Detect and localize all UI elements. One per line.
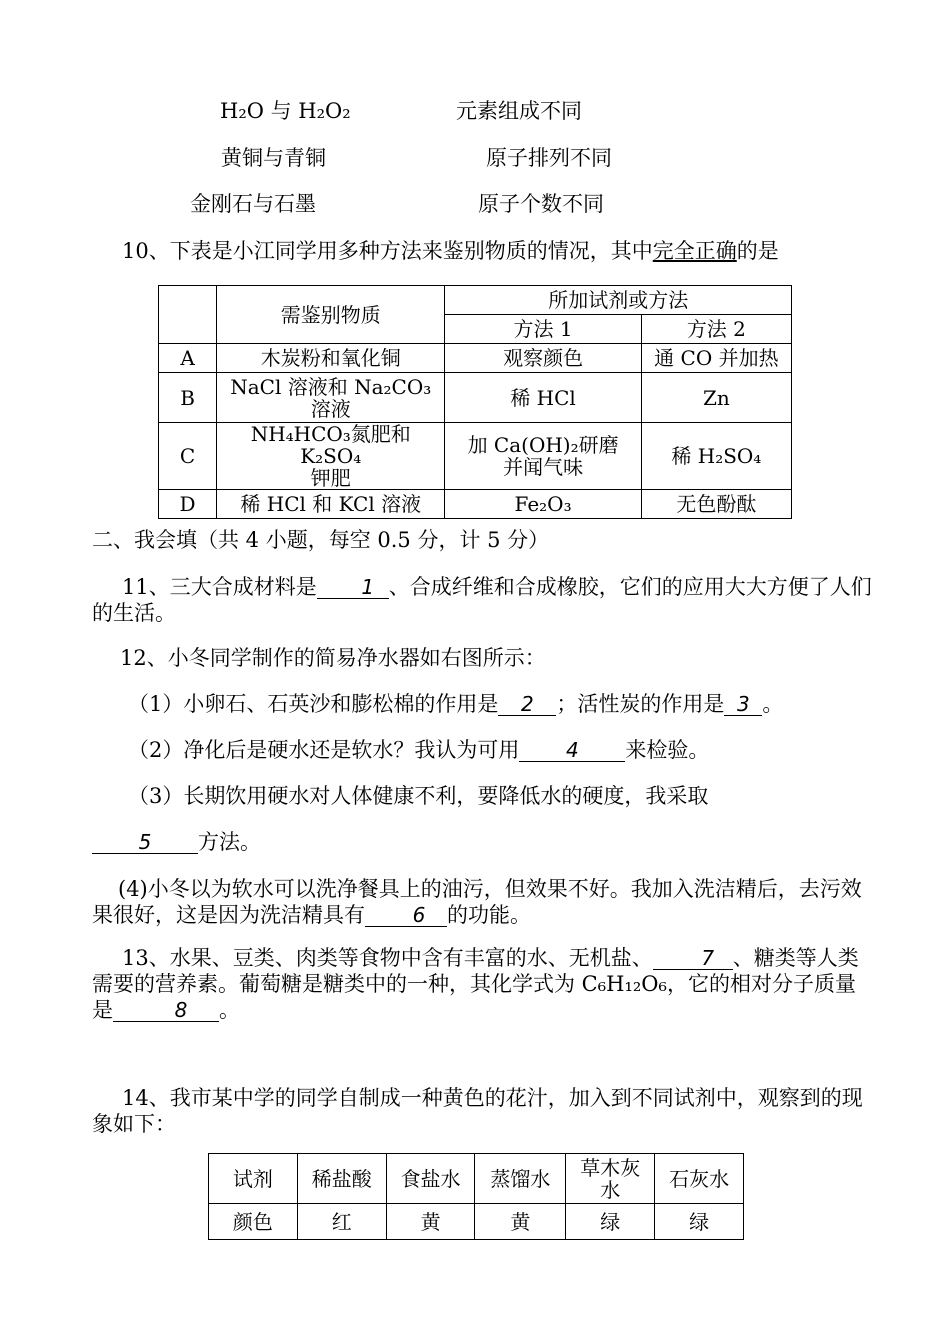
row-substance (217, 373, 445, 423)
q11-text-a: 11、三大合成材料是 (122, 575, 317, 599)
row-method2: 通 CO 并加热 (641, 344, 791, 373)
answer-blank-6: 6 (365, 904, 447, 927)
row-substance: 木炭粉和氧化铜 (217, 344, 445, 373)
question-14: 14、我市某中学的同学自制成一种黄色的花汁，加入到不同试剂中，观察到的现象如下： (92, 1086, 863, 1136)
pair-right-2: 原子排列不同 (486, 146, 612, 170)
row-method1-line2: 并闻气味 (503, 455, 584, 479)
row-method2: Zn (641, 373, 791, 423)
q10-header-method1: 方法 1 (445, 315, 641, 344)
question-12-intro: 12、小冬同学制作的简易净水器如右图所示： (120, 646, 546, 670)
q13-text-c: 。 (219, 998, 240, 1022)
row-method1: 稀 HCl (445, 373, 641, 423)
q12-p1-text-b: ；活性炭的作用是 (556, 692, 725, 716)
question-12-part3-answer (92, 829, 261, 855)
row-substance-line1: NH₄HCO₃氮肥和 K₂SO₄ (250, 422, 411, 468)
answer-blank-8: 8 (113, 999, 219, 1022)
answer-blank-5: 5 (92, 831, 198, 854)
color-cell: 绿 (566, 1204, 655, 1240)
q10-header-method: 所加试剂或方法 (445, 286, 792, 315)
q10-emphasis: 完全正确 (652, 239, 737, 263)
row-label: D (159, 490, 217, 519)
pair-right-3: 原子个数不同 (478, 192, 604, 216)
reagent-cell: 草木灰水 (566, 1154, 655, 1204)
answer-blank-1: 1 (317, 576, 389, 599)
pair-left-3: 金刚石与石墨 (190, 192, 316, 216)
row-method1-line1: 加 Ca(OH)₂研磨 (467, 433, 619, 457)
table-row (209, 1154, 744, 1204)
row-method2: 无色酚酞 (641, 490, 791, 519)
pair-left-2: 黄铜与青铜 (221, 146, 326, 170)
q12-p4-text-b: 的功能。 (447, 903, 531, 927)
pair-left-1: H₂O 与 H₂O₂ (220, 99, 351, 123)
pair-right-1: 元素组成不同 (456, 99, 582, 123)
q12-p1-text-c: 。 (762, 692, 784, 716)
table-row (159, 490, 792, 519)
question-12-part1 (128, 691, 783, 717)
question-13 (92, 945, 872, 1023)
row-method1: Fe₂O₃ (445, 490, 641, 519)
q12-p4-text-a: (4)小冬以为软水可以洗净餐具上的油污，但效果不好。我加入洗洁精后，去污效果很好，这是因为洗洁精具有 (92, 877, 862, 927)
row-method1: 观察颜色 (445, 344, 641, 373)
row-substance: 稀 HCl 和 KCl 溶液 (217, 490, 445, 519)
color-cell: 黄 (475, 1204, 566, 1240)
q10-table (158, 285, 792, 519)
row-method1 (445, 423, 641, 490)
q10-header-blank (159, 286, 217, 344)
table-row (159, 423, 792, 490)
q11-text-b: 、合成纤维和合成橡胶，它们的应用大大方便了人们的生活。 (92, 575, 872, 625)
row-label: C (159, 423, 217, 490)
row-label: B (159, 373, 217, 423)
q14-table (208, 1153, 744, 1240)
answer-blank-7: 7 (653, 947, 733, 970)
reagent-cell: 食盐水 (386, 1154, 475, 1204)
answer-blank-3: 3 (724, 693, 762, 716)
row-substance-line2: 溶液 (310, 396, 351, 421)
question-12-part3: （3）长期饮用硬水对人体健康不利，要降低水的硬度，我采取 (128, 784, 709, 808)
q12-p2-text-a: （2）净化后是硬水还是软水？我认为可用 (128, 738, 520, 762)
question-11 (92, 574, 872, 626)
q10-header-method2: 方法 2 (641, 315, 791, 344)
reagent-cell: 蒸馏水 (475, 1154, 566, 1204)
q12-p1-text-a: （1）小卵石、石英沙和膨松棉的作用是 (128, 692, 499, 716)
q12-p2-text-b: 来检验。 (625, 738, 710, 762)
color-cell: 红 (297, 1204, 386, 1240)
q13-text-b: 、糖类等人类需要的营养素。葡萄糖是糖类中的一种，其化学式为 C₆H₁₂O₆，它的相对分子质量是 (92, 946, 859, 1022)
row-substance (217, 423, 445, 490)
question-10 (122, 238, 779, 264)
question-12-part2 (128, 737, 709, 763)
q10-prefix: 10、下表是小江同学用多种方法来鉴别物质的情况，其中 (122, 239, 653, 263)
answer-blank-2: 2 (498, 693, 556, 716)
color-header: 颜色 (209, 1204, 298, 1240)
color-cell: 绿 (655, 1204, 744, 1240)
color-cell: 黄 (386, 1204, 475, 1240)
section-title: 二、我会填（共 4 小题，每空 0.5 分，计 5 分） (92, 528, 550, 552)
row-substance-line1: NaCl 溶液和 Na₂CO₃ (230, 374, 432, 399)
table-row (159, 344, 792, 373)
question-12-part4 (92, 876, 872, 928)
reagent-header: 试剂 (209, 1154, 298, 1204)
reagent-cell: 稀盐酸 (297, 1154, 386, 1204)
table-row (209, 1204, 744, 1240)
q10-header-substance: 需鉴别物质 (217, 286, 445, 344)
row-method2: 稀 H₂SO₄ (641, 423, 791, 490)
reagent-cell: 石灰水 (655, 1154, 744, 1204)
row-label: A (159, 344, 217, 373)
row-substance-line2: 钾肥 (310, 466, 351, 490)
q13-text-a: 13、水果、豆类、肉类等食物中含有丰富的水、无机盐、 (122, 946, 653, 970)
answer-blank-4: 4 (519, 739, 625, 762)
q10-suffix: 的是 (736, 239, 779, 263)
table-row (159, 373, 792, 423)
q12-p3-text-b: 方法。 (198, 830, 261, 854)
